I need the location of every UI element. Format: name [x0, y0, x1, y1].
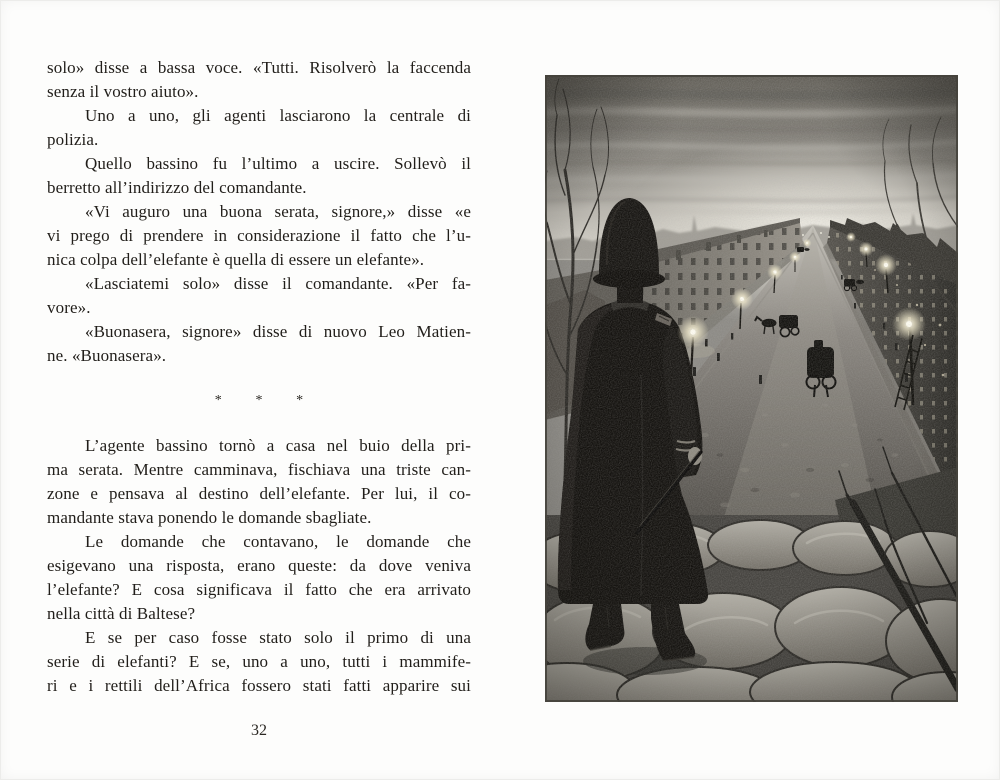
text-line: Le domande che contavano, le domande che [85, 532, 471, 551]
text-line: L’agente bassino tornò a casa nel buio della pri- [85, 436, 471, 455]
text-line: ri e i rettili dell’Africa fossero stati fatti apparire sui [47, 676, 471, 695]
text-line: ma serata. Mentre camminava, fischiava una triste can- [47, 460, 471, 479]
text-line: ne. «Buonasera». [47, 346, 167, 365]
text-line: solo» disse a bassa voce. «Tutti. Risolverò la faccenda [47, 58, 471, 77]
text-line: l’elefante? E cosa significava il fatto che era arrivato [47, 580, 471, 599]
text-line: Quello bassino fu l’ultimo a uscire. Sollevò il [85, 154, 471, 173]
text-line: mandante stava ponendo le domande sbagliate. [47, 508, 372, 527]
section-separator: * * * [214, 393, 304, 408]
illustration-man-overlooking-city [545, 75, 958, 702]
vignette [545, 75, 958, 702]
text-column [47, 56, 471, 698]
text-line: esigevano una risposta, erano queste: da dove veniva [47, 556, 471, 575]
illustration-canvas [545, 75, 958, 702]
text-line: «Vi auguro una buona serata, signore,» disse «e [85, 202, 471, 221]
text-line: berretto all’indirizzo del comandante. [47, 178, 307, 197]
text-line: Uno a uno, gli agenti lasciarono la centrale di [85, 106, 471, 125]
text-line: polizia. [47, 130, 99, 149]
text-line: «Lasciatemi solo» disse il comandante. «Per fa- [85, 274, 471, 293]
text-line: senza il vostro aiuto». [47, 82, 199, 101]
text-line: serie di elefanti? E se, uno a uno, tutti i mammife- [47, 652, 471, 671]
page-number: 32 [251, 722, 267, 739]
text-line: vi prego di prendere in considerazione il fatto che l’u- [47, 226, 471, 245]
text-line: zone e pensava al destino dell’elefante. Per lui, il co- [47, 484, 471, 503]
text-line: E se per caso fosse stato solo il primo di una [85, 628, 471, 647]
text-line: vore». [47, 298, 91, 317]
text-line: nica colpa dell’elefante è quella di essere un elefante». [47, 250, 425, 269]
text-line: nella città di Baltese? [47, 604, 196, 623]
text-line: «Buonasera, signore» disse di nuovo Leo Matien- [85, 322, 471, 341]
